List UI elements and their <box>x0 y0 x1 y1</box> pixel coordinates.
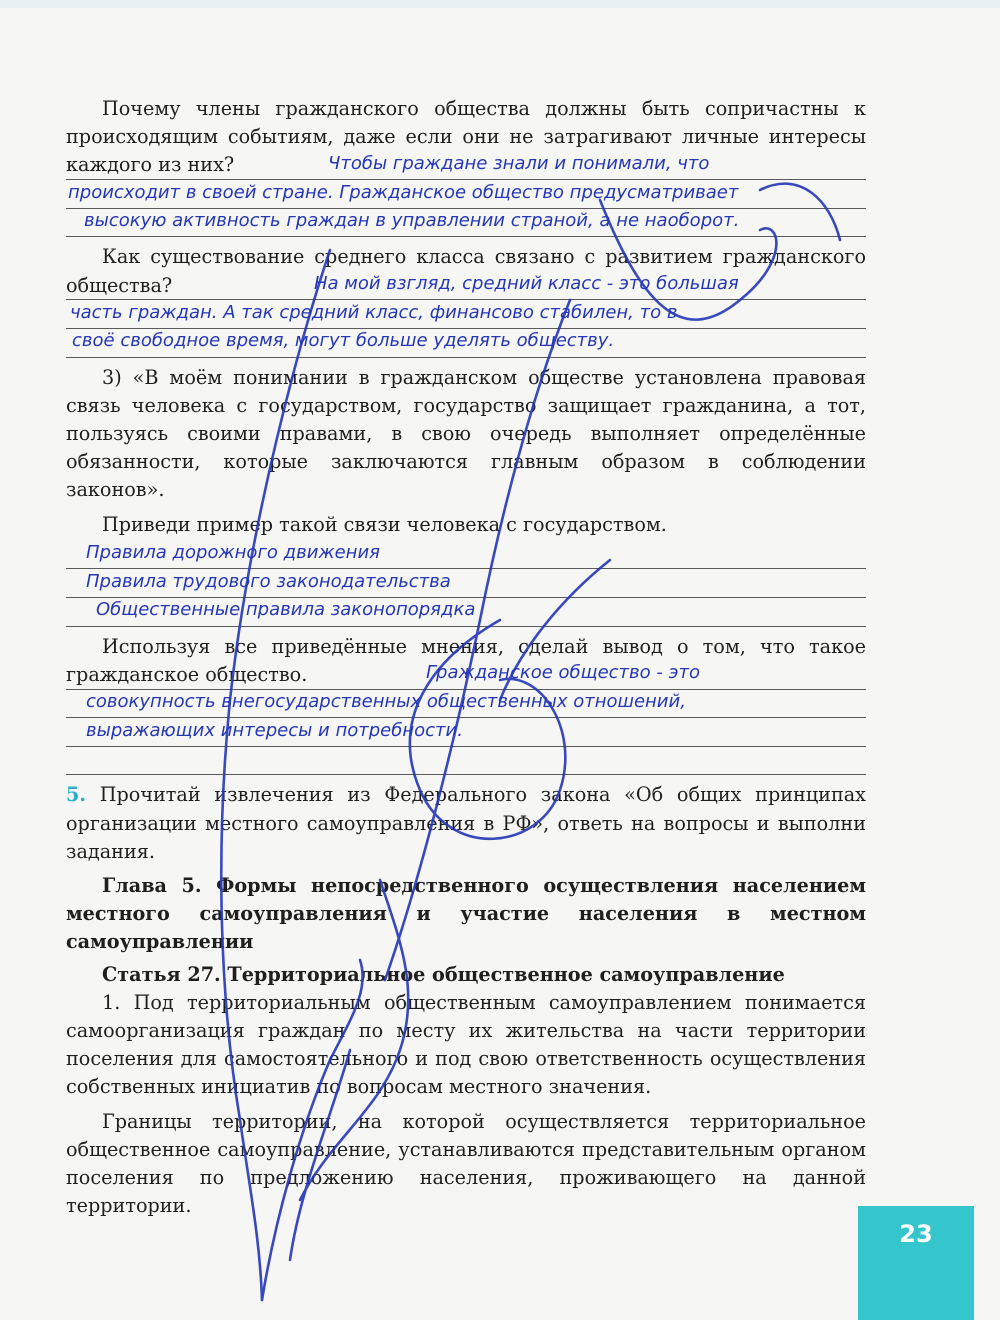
handwritten-answer: Чтобы граждане знали и понимали, что <box>328 153 710 174</box>
answer-line[interactable] <box>66 541 866 570</box>
handwritten-answer: часть граждан. А так средний класс, финансово стабилен, то в <box>70 301 678 323</box>
handwritten-answer: происходит в своей стране. Гражданское общество предусматривает <box>68 181 739 203</box>
answer-line[interactable] <box>66 180 866 209</box>
worksheet-page <box>66 95 866 1220</box>
question-middle-class: Как существование среднего класса связано с развитием гражданского общества? <box>66 245 866 297</box>
answer-line[interactable] <box>66 300 866 329</box>
handwritten-answer: высокую активность граждан в управлении страной, а не наоборот. <box>84 210 740 232</box>
handwritten-answer: На мой взгляд, средний класс - это большая <box>314 273 739 295</box>
task-5: 5. Прочитай извлечения из Федерального закона «Об общих принципах организации местного самоуправления в РФ», ответь на вопросы и выполни задания. <box>66 783 866 863</box>
answer-line[interactable] <box>66 598 866 627</box>
handwritten-answer: выражающих интересы и потребности. <box>86 719 463 741</box>
handwritten-answer: своё свободное время, могут больше уделять обществу. <box>72 330 615 352</box>
task-number: 5. <box>66 783 87 807</box>
article-paragraph-1: 1. Под территориальным общественным самоуправлением понимается самоорганизация граждан по месту их жительства на части территории поселения для самостоятельного и под свою ответственность осуществления собственных инициатив по вопросам местного значения. <box>66 990 866 1099</box>
answer-line[interactable] <box>66 209 866 238</box>
answer-line[interactable] <box>66 661 866 690</box>
article-paragraph-2: Границы территории, на которой осуществляется территориальное общественное самоуправление, устанавливаются представительным органом поселения по предложению населения, проживающего на данной территории. <box>66 1109 866 1218</box>
answer-line[interactable] <box>66 718 866 747</box>
answer-line[interactable] <box>66 329 866 358</box>
answer-line[interactable] <box>66 690 866 719</box>
article-heading: Статья 27. Территориальное общественное самоуправление <box>102 962 785 986</box>
handwritten-answer: Общественные правила законопорядка <box>96 599 476 621</box>
handwritten-answer: Правила дорожного движения <box>86 542 380 564</box>
handwritten-answer: совокупность внегосударственных общественных отношений, <box>86 690 686 712</box>
question-conclusion: Используя все приведённые мнения, сделай вывод о том, что такое гражданское общество. <box>66 634 866 686</box>
question-example: Приведи пример такой связи человека с государством. <box>102 512 667 536</box>
page-top-strip <box>0 0 1000 8</box>
answer-line[interactable] <box>66 152 866 181</box>
handwritten-answer: Правила трудового законодательства <box>86 570 451 592</box>
answer-line[interactable] <box>66 747 866 776</box>
quote-3: 3) «В моём понимании в гражданском обществе установлена правовая связь человека с государством, государство защищает гражданина, а тот, пользуясь своими правами, в свою очередь выполняет определённые обязанности, которые заключаются главным образом в соблюдении законов». <box>66 365 866 502</box>
question-civil-involvement: Почему члены гражданского общества должны быть сопричастны к происходящим событиям, даже если они не затрагивают личные интересы каждого из них? <box>66 97 866 177</box>
answer-line[interactable] <box>66 272 866 301</box>
chapter-heading: Глава 5. Формы непосредственного осуществления населением местного самоуправления и участие населения в местном самоуправлении <box>66 873 866 954</box>
handwritten-answer: Гражданское общество - это <box>426 662 700 684</box>
answer-line[interactable] <box>66 569 866 598</box>
page-number: 23 <box>858 1206 974 1320</box>
